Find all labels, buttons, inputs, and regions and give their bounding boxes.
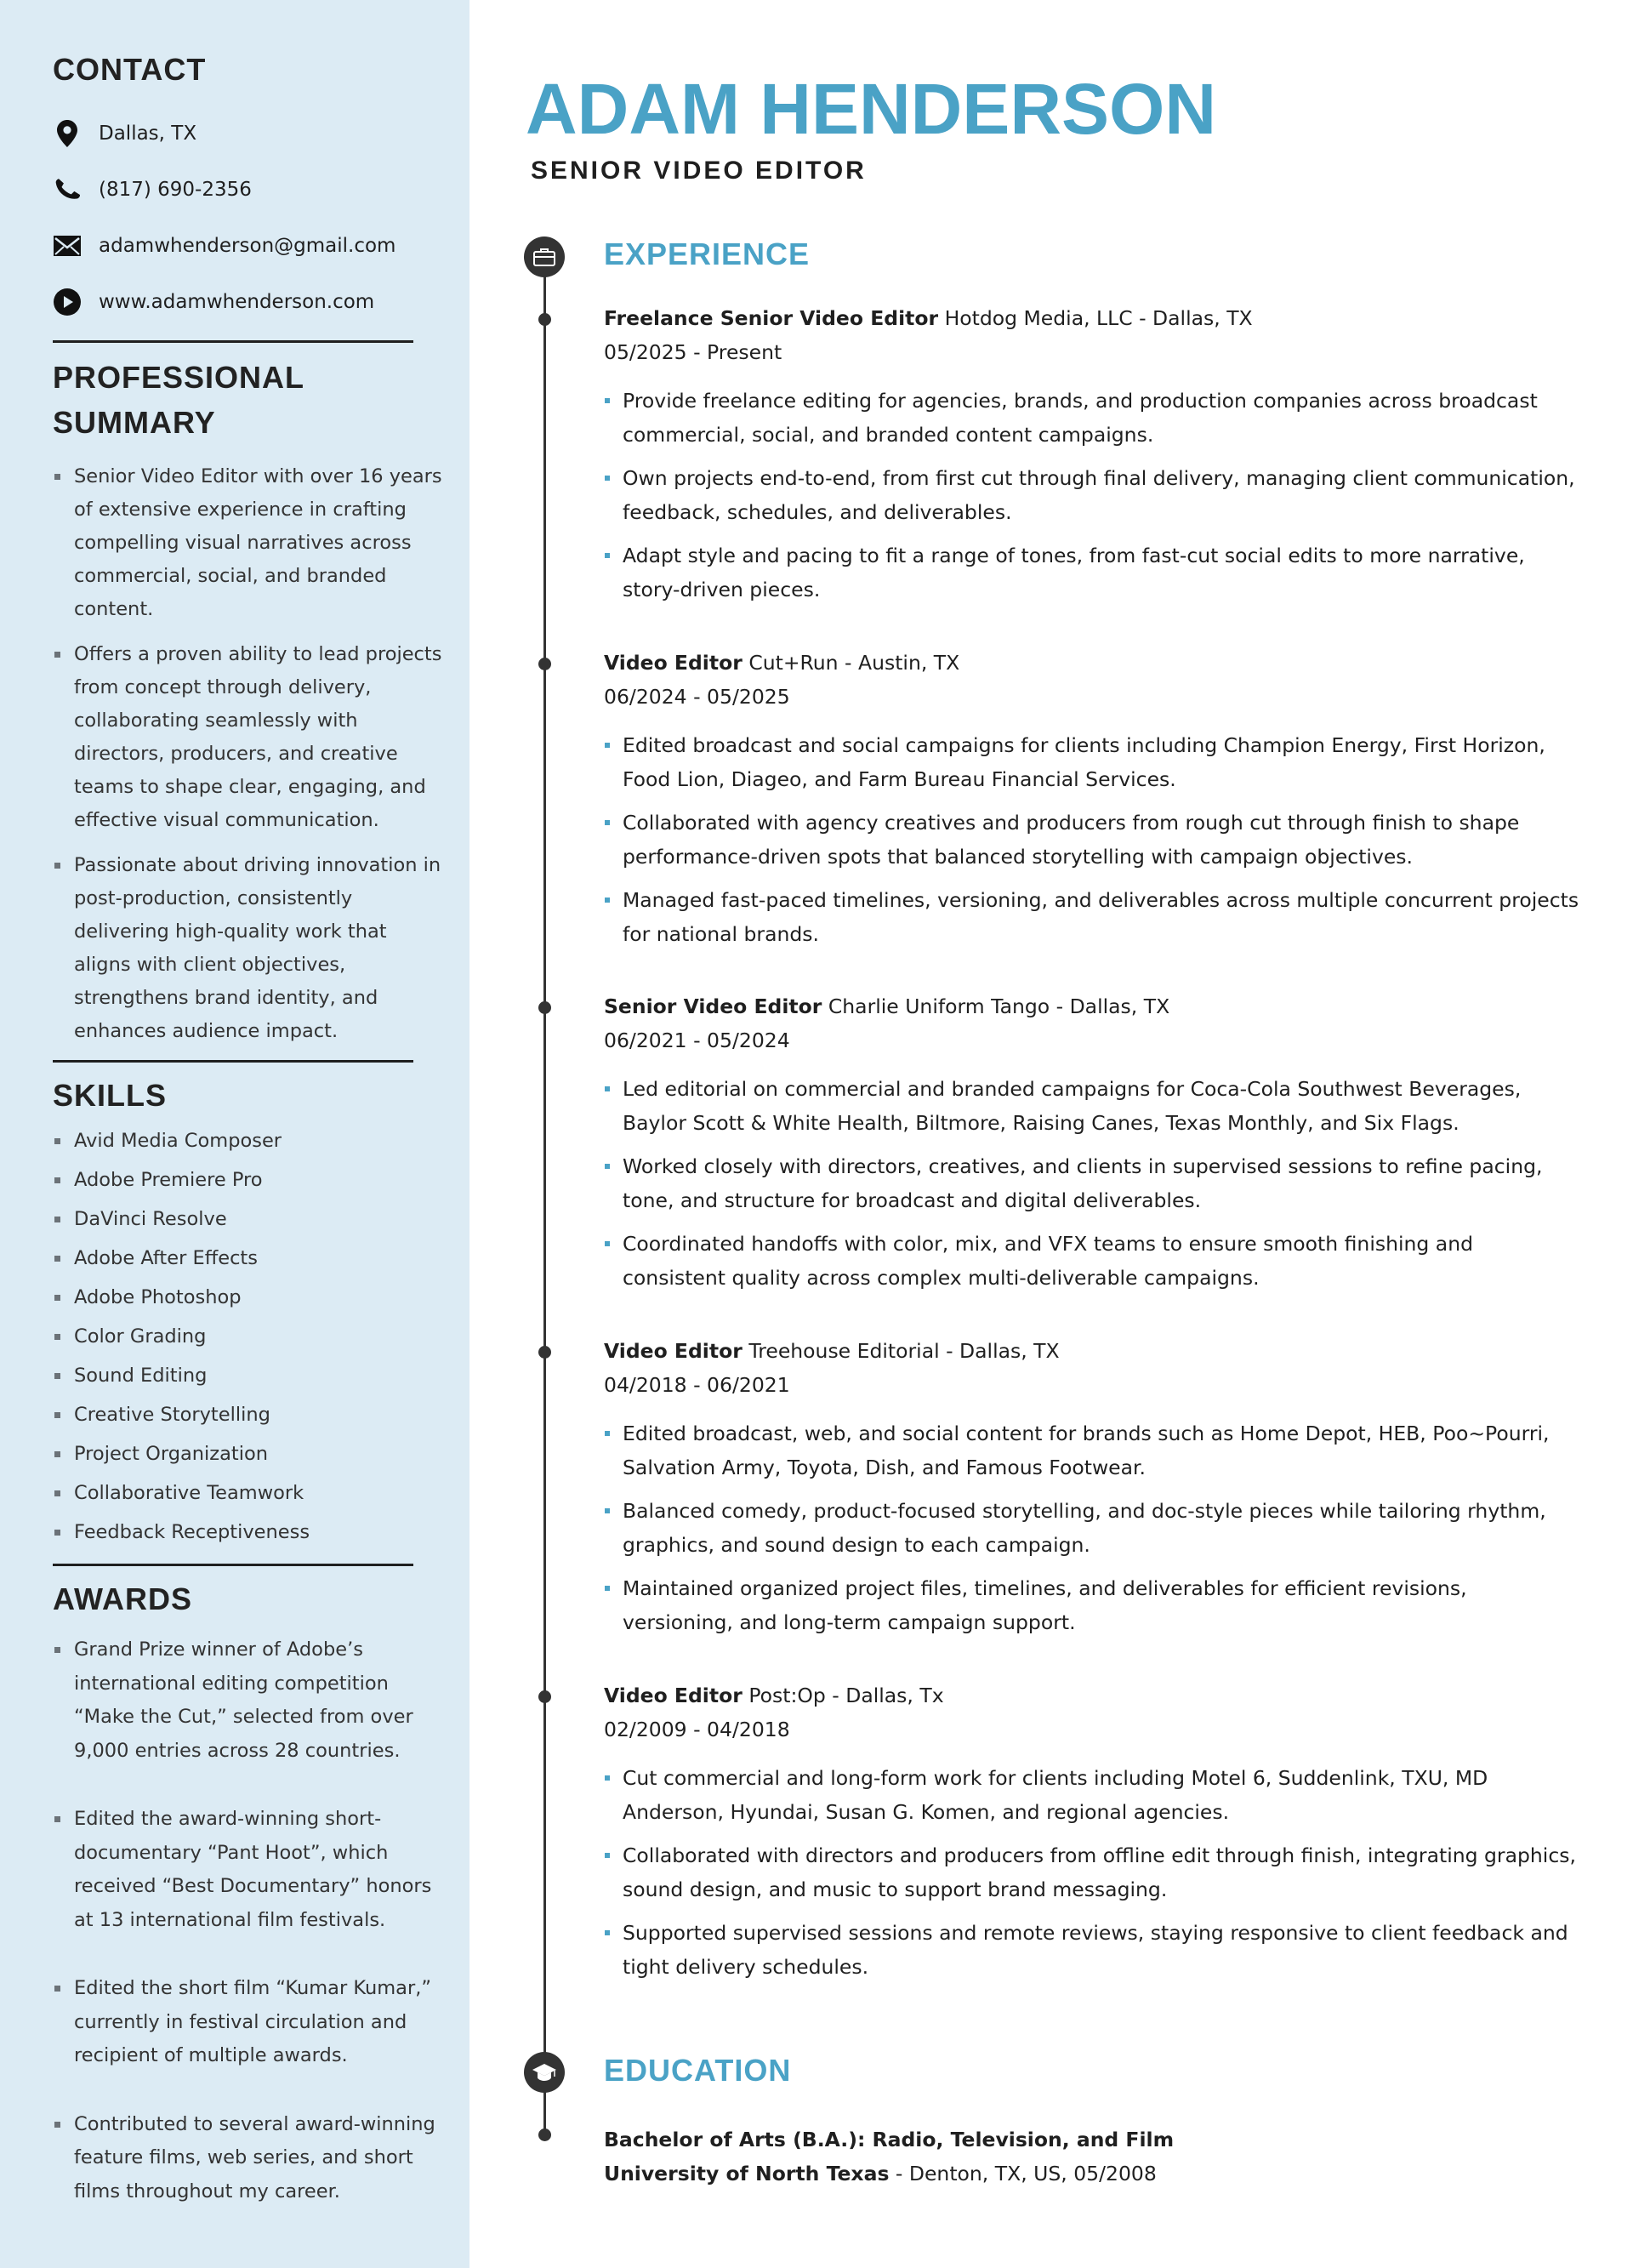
divider (53, 1564, 413, 1566)
list-item: Coordinated handoffs with color, mix, and VFX teams to ensure smooth finishing and consistent quality across complex multi-deliverable campaigns. (604, 1227, 1582, 1295)
summary-heading-line1: PROFESSIONAL (53, 360, 305, 395)
list-item: Creative Storytelling (53, 1395, 444, 1434)
job-entry (604, 989, 1582, 1304)
job-role: Video Editor (604, 651, 743, 675)
list-item: DaVinci Resolve (53, 1200, 444, 1239)
job-dates: 06/2024 - 05/2025 (604, 685, 790, 709)
candidate-title: SENIOR VIDEO EDITOR (531, 157, 867, 185)
job-dates: 02/2009 - 04/2018 (604, 1718, 790, 1741)
education-entry (604, 2123, 1174, 2191)
candidate-name: ADAM HENDERSON (526, 69, 1217, 149)
timeline-dot (538, 313, 551, 326)
contact-list (53, 105, 444, 330)
map-pin-icon (53, 119, 82, 148)
list-item: Project Organization (53, 1434, 444, 1473)
job-bullets (604, 1761, 1582, 1984)
list-item: Feedback Receptiveness (53, 1513, 444, 1552)
list-item: Edited the short film “Kumar Kumar,” currently in festival circulation and recipient of multiple awards. (53, 1972, 444, 2073)
play-circle-icon (53, 288, 82, 316)
list-item: Managed fast-paced timelines, versioning, and deliverables across multiple concurrent projects for national brands. (604, 883, 1582, 951)
experience-heading: EXPERIENCE (604, 236, 811, 271)
job-header (604, 989, 1582, 1023)
divider (53, 1060, 413, 1063)
job-company: Cut+Run - Austin, TX (748, 651, 960, 675)
job-entry (604, 1678, 1582, 1993)
job-company: Hotdog Media, LLC - Dallas, TX (944, 306, 1253, 330)
list-item: Collaborative Teamwork (53, 1473, 444, 1513)
job-bullets (604, 1416, 1582, 1639)
job-bullets (604, 384, 1582, 607)
education-school (604, 2157, 1174, 2191)
school-name: University of North Texas (604, 2162, 890, 2185)
contact-phone (53, 162, 444, 218)
list-item: Adobe After Effects (53, 1239, 444, 1278)
list-item: Grand Prize winner of Adobe’s international editing competition “Make the Cut,” selected from over 9,000 entries across 28 countries. (53, 1633, 444, 1768)
list-item: Edited the award-winning short-documentary “Pant Hoot”, which received “Best Documentary” honors at 13 international film festivals. (53, 1803, 444, 1937)
job-entry (604, 1334, 1582, 1649)
contact-location (53, 105, 444, 162)
timeline-dot (538, 658, 551, 670)
job-entry (604, 301, 1582, 616)
contact-heading: CONTACT (53, 52, 207, 87)
job-company: Treehouse Editorial - Dallas, TX (748, 1339, 1060, 1363)
job-bullets (604, 728, 1582, 951)
summary-heading (53, 355, 444, 445)
job-header (604, 301, 1582, 335)
school-details: - Denton, TX, US, 05/2008 (895, 2162, 1157, 2185)
list-item: Adobe Premiere Pro (53, 1160, 444, 1200)
list-item: Avid Media Composer (53, 1121, 444, 1160)
contact-email (53, 218, 444, 274)
briefcase-icon (524, 236, 565, 277)
education-heading: EDUCATION (604, 2053, 792, 2088)
summary-heading-line2: SUMMARY (53, 405, 216, 440)
list-item: Own projects end-to-end, from first cut through final delivery, managing client communication, feedback, schedules, and deliverables. (604, 461, 1582, 529)
timeline-dot (538, 1690, 551, 1703)
list-item: Sound Editing (53, 1356, 444, 1395)
list-item: Cut commercial and long-form work for clients including Motel 6, Suddenlink, TXU, MD Anderson, Hyundai, Susan G. Komen, and regional agencies. (604, 1761, 1582, 1829)
phone-icon (53, 175, 82, 204)
skills-heading: SKILLS (53, 1078, 168, 1113)
job-dates: 04/2018 - 06/2021 (604, 1373, 790, 1397)
graduation-cap-icon (524, 2052, 565, 2093)
job-role: Video Editor (604, 1684, 743, 1707)
job-header (604, 1678, 1582, 1712)
job-header (604, 1334, 1582, 1368)
list-item: Provide freelance editing for agencies, brands, and production companies across broadcast commercial, social, and branded content campaigns. (604, 384, 1582, 452)
job-bullets (604, 1072, 1582, 1295)
list-item: Contributed to several award-winning feature films, web series, and short films throughout my career. (53, 2108, 444, 2209)
awards-list (53, 1633, 444, 2208)
job-role: Senior Video Editor (604, 994, 822, 1018)
job-entry (604, 646, 1582, 960)
list-item: Led editorial on commercial and branded campaigns for Coca-Cola Southwest Beverages, Baylor Scott & White Health, Biltmore, Raising Canes, Texas Monthly, and Six Flags. (604, 1072, 1582, 1140)
list-item: Senior Video Editor with over 16 years of extensive experience in crafting compelling visual narratives across commercial, social, and branded content. (53, 460, 444, 626)
timeline-dot (538, 1001, 551, 1014)
list-item: Passionate about driving innovation in post-production, consistently delivering high-quality work that aligns with client objectives, strengthens brand identity, and enhances audience impact. (53, 849, 444, 1048)
job-dates: 06/2021 - 05/2024 (604, 1029, 790, 1052)
list-item: Supported supervised sessions and remote reviews, staying responsive to client feedback and tight delivery schedules. (604, 1916, 1582, 1984)
sidebar-content (53, 47, 444, 2243)
list-item: Balanced comedy, product-focused storytelling, and doc-style pieces while tailoring rhythm, graphics, and sound design to each campaign. (604, 1494, 1582, 1562)
job-role: Freelance Senior Video Editor (604, 306, 939, 330)
list-item: Edited broadcast and social campaigns for clients including Champion Energy, First Horizon, Food Lion, Diageo, and Farm Bureau Financial Services. (604, 728, 1582, 796)
divider (53, 340, 413, 343)
contact-phone-text[interactable]: (817) 690-2356 (99, 179, 252, 201)
job-role: Video Editor (604, 1339, 743, 1363)
list-item: Adapt style and pacing to fit a range of tones, from fast-cut social edits to more narrative, story-driven pieces. (604, 539, 1582, 607)
job-dates: 05/2025 - Present (604, 340, 782, 364)
timeline-dot (538, 2128, 551, 2141)
sidebar (0, 0, 469, 2268)
list-item: Edited broadcast, web, and social content for brands such as Home Depot, HEB, Poo~Pourri, Salvation Army, Toyota, Dish, and Famous Footwear. (604, 1416, 1582, 1484)
list-item: Adobe Photoshop (53, 1278, 444, 1317)
awards-heading: AWARDS (53, 1581, 193, 1616)
summary-list (53, 460, 444, 1048)
list-item: Offers a proven ability to lead projects from concept through delivery, collaborating seamlessly with directors, producers, and creative teams to shape clear, engaging, and effective visual communication. (53, 638, 444, 837)
contact-website (53, 274, 444, 330)
skills-list (53, 1121, 444, 1552)
job-header (604, 646, 1582, 680)
list-item: Collaborated with agency creatives and producers from rough cut through finish to shape performance-driven spots that balanced storytelling with campaign objectives. (604, 806, 1582, 874)
contact-location-text: Dallas, TX (99, 123, 197, 145)
list-item: Color Grading (53, 1317, 444, 1356)
job-company: Post:Op - Dallas, Tx (748, 1684, 944, 1707)
education-degree (604, 2123, 1174, 2157)
job-company: Charlie Uniform Tango - Dallas, TX (828, 994, 1170, 1018)
list-item: Maintained organized project files, timelines, and deliverables for efficient revisions, versioning, and long-term campaign support. (604, 1571, 1582, 1639)
timeline-dot (538, 1346, 551, 1359)
degree-text: Bachelor of Arts (B.A.): Radio, Television, and Film (604, 2128, 1175, 2151)
contact-website-text[interactable]: www.adamwhenderson.com (99, 291, 375, 313)
list-item: Collaborated with directors and producers from offline edit through finish, integrating graphics, sound design, and music to support brand messaging. (604, 1838, 1582, 1906)
timeline-line (543, 255, 546, 2135)
list-item: Worked closely with directors, creatives, and clients in supervised sessions to refine pacing, tone, and structure for broadcast and digital deliverables. (604, 1149, 1582, 1217)
contact-email-text[interactable]: adamwhenderson@gmail.com (99, 235, 396, 257)
envelope-icon (53, 231, 82, 260)
